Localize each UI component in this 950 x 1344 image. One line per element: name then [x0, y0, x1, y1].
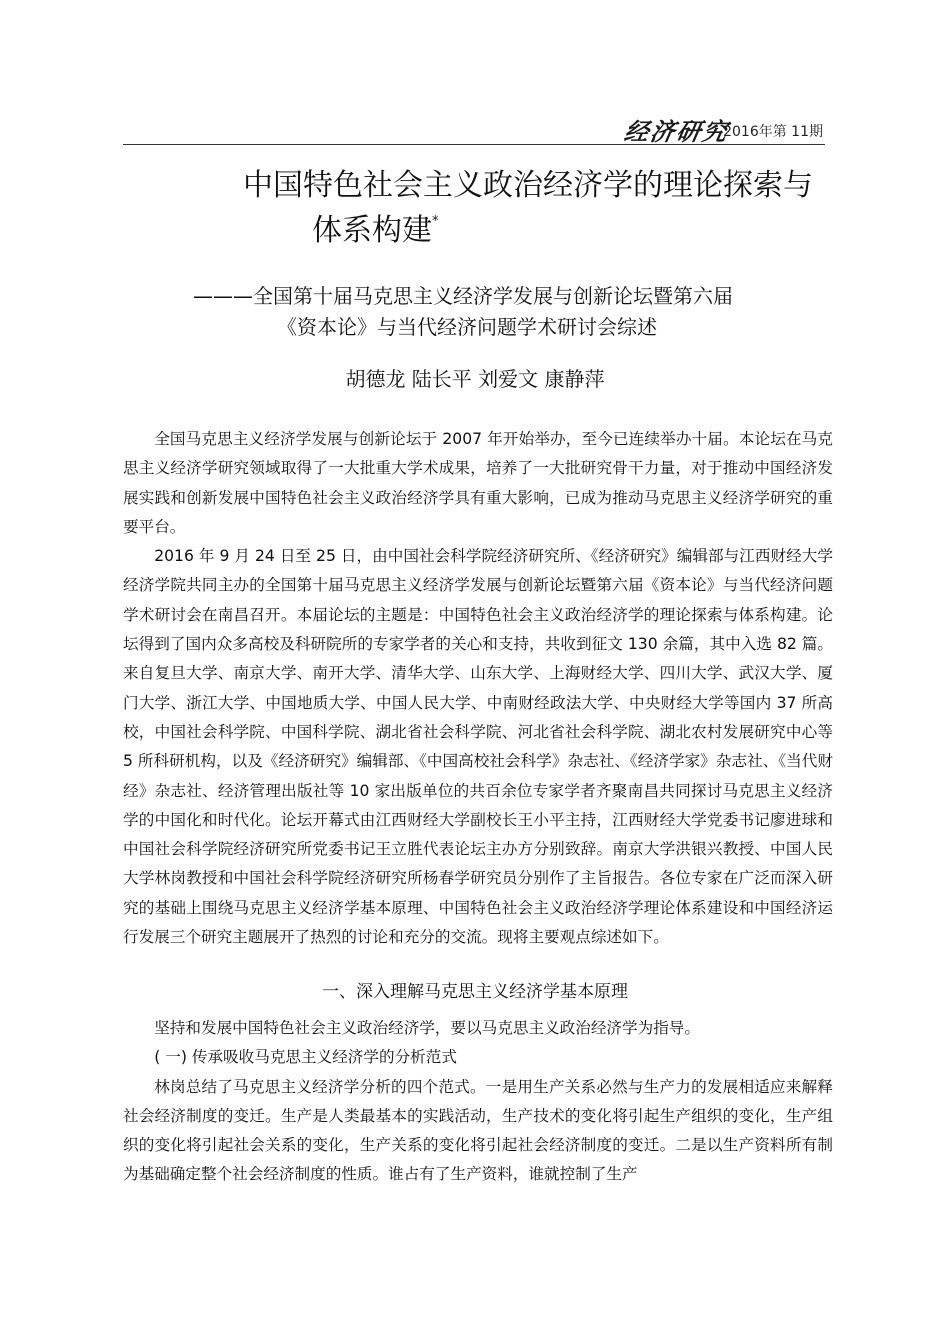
section-1-body	[123, 1014, 833, 1190]
journal-logo: 经济研究	[622, 117, 732, 146]
article-title-line2-text: 体系构建	[312, 213, 432, 248]
title-footnote-mark[interactable]: *	[432, 214, 439, 229]
issue-label: 2016年第 11期	[723, 124, 823, 140]
running-header	[123, 112, 825, 145]
article-authors: 胡德龙 陆长平 刘爱文 康静萍	[345, 367, 605, 391]
article-title-line1: 中国特色社会主义政治经济学的理论探索与	[243, 168, 813, 203]
section-1-intro: 坚持和发展中国特色社会主义政治经济学，要以马克思主义政治经济学为指导。	[154, 1019, 700, 1037]
article-title-line2	[312, 206, 439, 251]
section-1-heading: 一、深入理解马克思主义经济学基本原理	[322, 982, 628, 1002]
paragraph-1: 全国马克思主义经济学发展与创新论坛于 2007 年开始举办，至今已连续举办十届。本论坛在马克思主义经济学研究领域取得了一大批重大学术成果，培养了一大批研究骨干力量，对于推动中国经济发展实践和创新发展中国特色社会主义政治经济学具有重大影响，已成为推动马克思主义经济学研究的重要平台。	[123, 430, 833, 536]
article-subtitle-line2: 《资本论》与当代经济问题学术研讨会综述	[277, 315, 657, 339]
article-subtitle-line1: ———全国第十届马克思主义经济学发展与创新论坛暨第六届	[193, 284, 733, 308]
subsection-1-heading: ( 一) 传承吸收马克思主义经济学的分析范式	[154, 1048, 457, 1067]
intro-body	[123, 425, 833, 952]
paragraph-2: 2016 年 9 月 24 日至 25 日，由中国社会科学院经济研究所、《经济研究》编辑部与江西财经大学经济学院共同主办的全国第十届马克思主义经济学发展与创新论坛暨第六届《资本论》与当代经济问题学术研讨会在南昌召开。本届论坛的主题是：中国特色社会主义政治经济学的理论探索与体系构建。论坛得到了国内众多高校及科研院所的专家学者的关心和支持，共收到征文 130 余篇，其中入选 82 篇。来自复旦大学、南京大学、南开大学、清华大学、山东大学、上海财经大学、四川大学、武汉大学、厦门大学、浙江大学、中国地质大学、中国人民大学、中南财经政法大学、中央财经大学等国内 37 所高校，中国社会科学院、中国科学院、湖北省社会科学院、河北省社会科学院、湖北农村发展研究中心等 5 所科研机构，以及《经济研究》编辑部、《中国高校社会科学》杂志社、《经济学家》杂志社、《当代财经》杂志社、经济管理出版社等 10 家出版单位的共百余位专家学者齐聚南昌共同探讨马克思主义经济学的中国化和时代化。论坛开幕式由江西财经大学副校长王小平主持，江西财经大学党委书记廖进球和中国社会科学院经济研究所党委书记王立胜代表论坛主办方分别致辞。南京大学洪银兴教授、中国人民大学林岗教授和中国社会科学院经济研究所杨春学研究员分别作了主旨报告。各位专家在广泛而深入研究的基础上围绕马克思主义经济学基本原理、中国特色社会主义政治经济学理论体系建设和中国经济运行发展三个研究主题展开了热烈的讨论和充分的交流。现将主要观点综述如下。	[123, 547, 833, 947]
subsection-1-paragraph: 林岗总结了马克思主义经济学分析的四个范式。一是用生产关系必然与生产力的发展相适应来解释社会经济制度的变迁。生产是人类最基本的实践活动，生产技术的变化将引起生产组织的变化，生产组织的变化将引起社会关系的变化，生产关系的变化将引起社会经济制度的变迁。二是以生产资料所有制为基础确定整个社会经济制度的性质。谁占有了生产资料，谁就控制了生产	[123, 1077, 833, 1184]
